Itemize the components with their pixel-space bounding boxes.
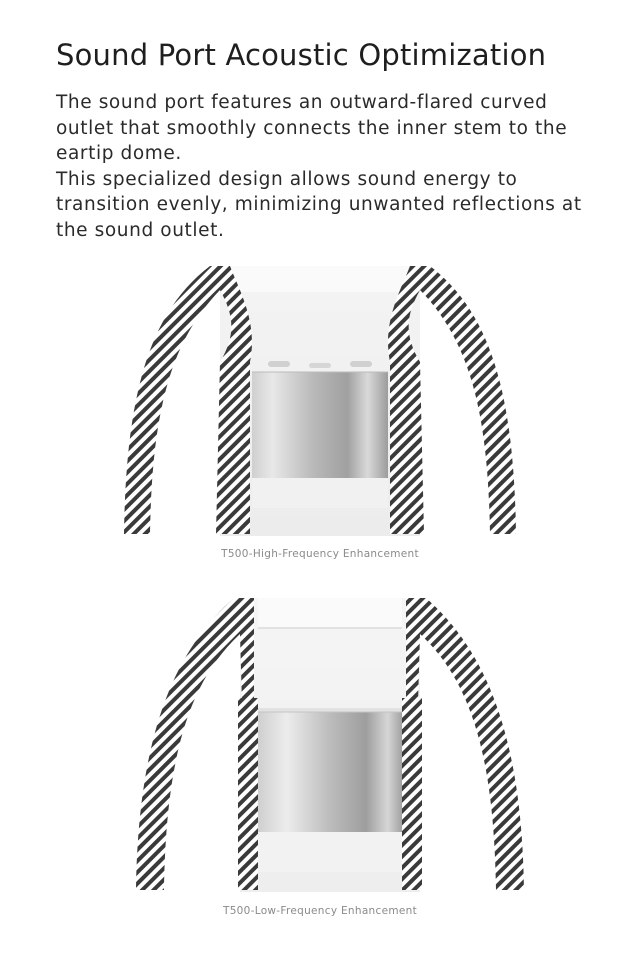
caption-low-frequency: T500-Low-Frequency Enhancement	[222, 905, 418, 917]
left-dome-wall	[136, 598, 254, 890]
eartip-high-frequency-diagram	[120, 262, 520, 538]
page-title: Sound Port Acoustic Optimization	[56, 38, 547, 72]
right-dome-wall	[406, 598, 524, 890]
eartip-low-frequency-diagram	[130, 594, 530, 894]
description-paragraph-2: This specialized design allows sound energy to transition evenly, minimizing unwanted reflections at the sound outlet.	[56, 168, 582, 241]
description	[56, 90, 596, 243]
driver-nozzle	[252, 372, 388, 480]
caption-high-frequency: T500-High-Frequency Enhancement	[221, 548, 419, 560]
driver-nozzle	[258, 708, 402, 834]
description-paragraph-1: The sound port features an outward-flared curved outlet that smoothly connects the inner stem to the eartip dome.	[56, 92, 568, 164]
